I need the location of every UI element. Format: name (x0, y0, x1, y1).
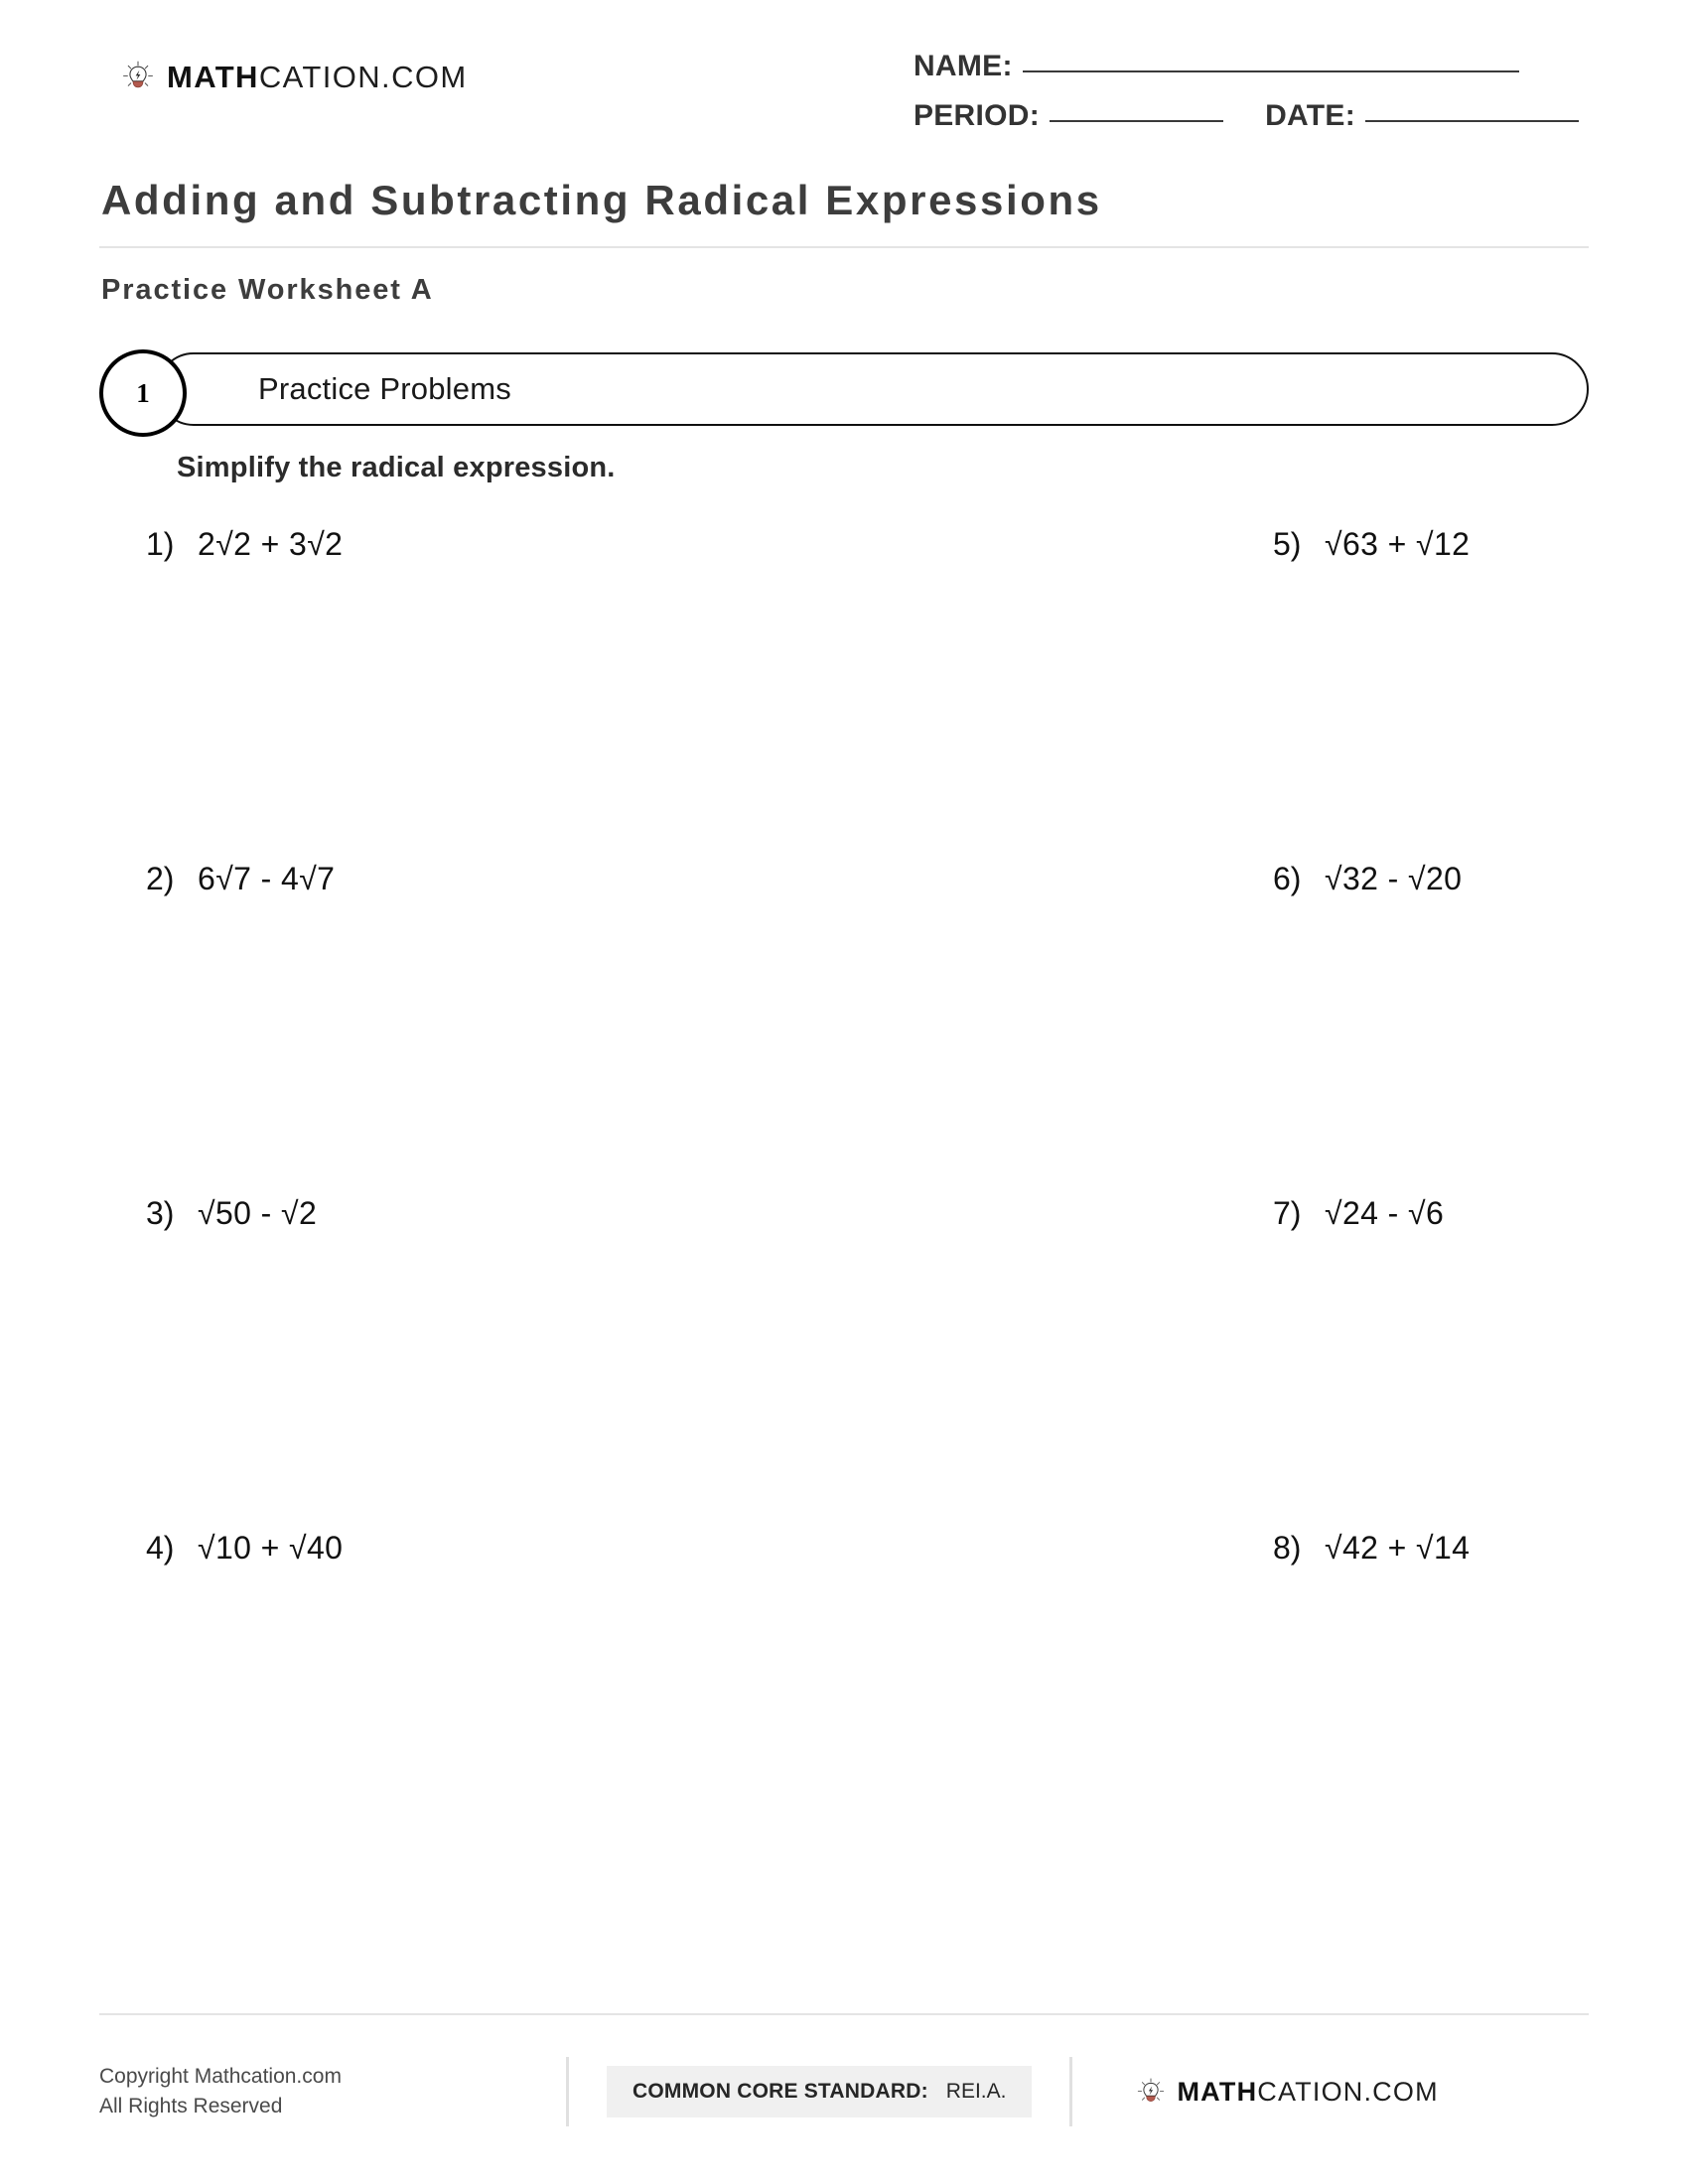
brand-math: MATH (1177, 2076, 1258, 2107)
problem-row (99, 1195, 1589, 1530)
problem-expression: √50 - √2 (198, 1195, 318, 1231)
date-label: DATE: (1265, 99, 1355, 132)
common-core-box (607, 2066, 1032, 2117)
brand-wordmark (1177, 2076, 1439, 2107)
brand-wordmark (167, 59, 468, 94)
common-core-standard (607, 2066, 1032, 2117)
problem-expression: 2√2 + 3√2 (198, 526, 344, 562)
footer-divider-right (1069, 2057, 1072, 2126)
copyright-line-2: All Rights Reserved (99, 2095, 283, 2117)
copyright-line-1: Copyright Mathcation.com (99, 2065, 342, 2089)
student-info-fields (914, 48, 1579, 149)
problem-number: 8) (1273, 1530, 1302, 1566)
problem-expression: 6√7 - 4√7 (198, 861, 336, 896)
problem-cell (99, 526, 844, 861)
page-header (99, 0, 1589, 132)
problem-expression: √32 - √20 (1325, 861, 1463, 896)
problem-cell (844, 1530, 1589, 1864)
problem-number: 3) (146, 1195, 175, 1231)
problem-item[interactable] (146, 1530, 844, 1567)
section-number-badge: 1 (99, 349, 187, 437)
brand-cation: CATION.COM (258, 59, 468, 94)
problem-item[interactable] (146, 1195, 844, 1232)
problem-cell (844, 526, 1589, 861)
lightbulb-icon (121, 60, 155, 93)
problem-number: 5) (1273, 526, 1302, 562)
problem-item[interactable] (1273, 526, 1589, 563)
name-label: NAME: (913, 50, 1013, 82)
section-header (99, 352, 1589, 426)
title-divider (99, 246, 1589, 248)
problem-expression: √24 - √6 (1325, 1195, 1445, 1231)
section-label: Practice Problems (258, 371, 511, 406)
problem-cell (844, 861, 1589, 1195)
problem-item[interactable] (1273, 1530, 1589, 1567)
problem-expression: √63 + √12 (1325, 526, 1471, 562)
footer-divider-left (566, 2057, 569, 2126)
section-instruction: Simplify the radical expression. (177, 452, 616, 483)
problem-number: 7) (1273, 1195, 1302, 1231)
problem-expression: √10 + √40 (198, 1530, 344, 1566)
copyright-block (99, 2062, 566, 2121)
header-logo (121, 60, 468, 93)
period-date-field-row (914, 99, 1579, 133)
problem-number: 6) (1273, 861, 1302, 896)
footer-logo (1136, 2077, 1438, 2107)
problem-cell (99, 1195, 844, 1530)
problem-cell (844, 1195, 1589, 1530)
period-label: PERIOD: (913, 99, 1041, 132)
problem-item[interactable] (146, 861, 844, 897)
date-input-line[interactable] (1365, 120, 1579, 122)
footer-divider (99, 2013, 1589, 2015)
name-field-row (914, 50, 1579, 83)
problem-row (99, 861, 1589, 1195)
problem-number: 4) (146, 1530, 175, 1566)
problems-grid (99, 526, 1589, 1864)
problem-cell (99, 1530, 844, 1864)
period-input-line[interactable] (1050, 120, 1223, 122)
common-core-value: REI.A. (945, 2080, 1007, 2103)
problem-item[interactable] (1273, 1195, 1589, 1232)
footer-content (99, 2057, 1589, 2126)
page-title: Adding and Subtracting Radical Expressions (101, 177, 1102, 223)
problem-row (99, 1530, 1589, 1864)
brand-math: MATH (167, 59, 259, 94)
lightbulb-icon (1136, 2077, 1166, 2107)
common-core-label: COMMON CORE STANDARD: (633, 2080, 928, 2103)
problem-number: 2) (146, 861, 175, 896)
problem-expression: √42 + √14 (1325, 1530, 1471, 1566)
problem-cell (99, 861, 844, 1195)
brand-cation: CATION.COM (1257, 2076, 1439, 2107)
name-input-line[interactable] (1023, 70, 1519, 72)
problem-item[interactable] (146, 526, 844, 563)
section-pill (157, 352, 1589, 426)
page-subtitle: Practice Worksheet A (101, 274, 434, 306)
problem-item[interactable] (1273, 861, 1589, 897)
page-footer (99, 2013, 1589, 2126)
problem-row (99, 526, 1589, 861)
problem-number: 1) (146, 526, 175, 562)
